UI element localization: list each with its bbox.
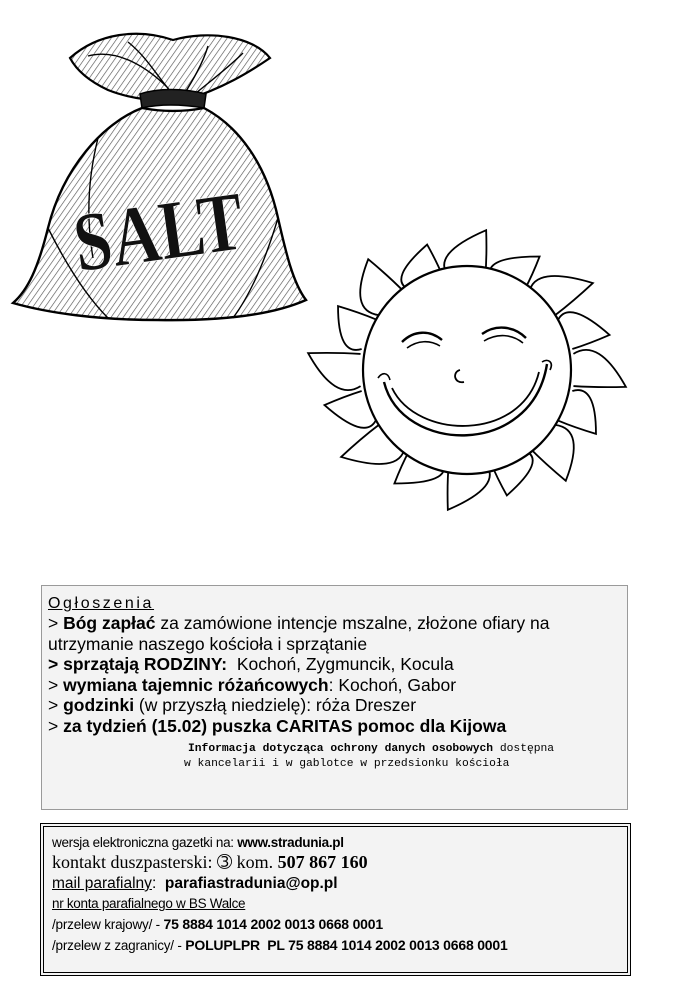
announcement-item bbox=[48, 654, 621, 675]
announcement-bold: > sprzątają RODZINY: bbox=[48, 654, 228, 674]
web-url-link[interactable]: www.stradunia.pl bbox=[237, 835, 344, 850]
announcement-text: (w przyszłą niedzielę): róża Dreszer bbox=[134, 695, 417, 715]
announcements-title: Ogłoszenia bbox=[48, 595, 155, 612]
salt-bag-illustration bbox=[8, 28, 308, 328]
announcement-text: za zamówione intencje mszalne, złożone ofiary na utrzymanie naszego kościoła i sprzątanie bbox=[48, 613, 550, 654]
pastoral-contact-line bbox=[52, 852, 620, 873]
announcement-prefix: > bbox=[48, 695, 64, 715]
announcement-bold: wymiana tajemnic różańcowych bbox=[63, 674, 329, 695]
announcement-bold: Bóg zapłać bbox=[63, 613, 156, 633]
phone-icon: ➂ bbox=[216, 852, 233, 872]
foreign-transfer-line bbox=[52, 935, 620, 956]
domestic-transfer-line bbox=[52, 914, 620, 935]
phone-prefix: kom. bbox=[232, 852, 278, 872]
announcement-item bbox=[48, 613, 621, 654]
web-version-line bbox=[52, 834, 620, 852]
sun-ray bbox=[573, 350, 625, 387]
parish-mail-link[interactable]: parafiastradunia@op.pl bbox=[164, 875, 338, 892]
sun-ray bbox=[308, 353, 360, 390]
announcement-prefix: > bbox=[48, 674, 64, 695]
announcement-bold: za tydzień (15.02) puszka CARITAS pomoc dla Kijowa bbox=[63, 715, 507, 736]
web-version-label: wersja elektroniczna gazetki na: bbox=[52, 835, 238, 850]
announcement-text: Kochoń, Zygmuncik, Kocula bbox=[227, 654, 454, 674]
announcement-item bbox=[48, 675, 621, 696]
bank-account-label: nr konta parafialnego w BS Walce bbox=[52, 896, 246, 911]
announcement-prefix: > bbox=[48, 613, 64, 633]
announcement-item bbox=[48, 695, 621, 716]
announcement-prefix: > bbox=[48, 715, 64, 736]
privacy-notice bbox=[48, 742, 621, 772]
announcements-box bbox=[41, 585, 628, 810]
announcement-bold: godzinki bbox=[63, 695, 135, 715]
privacy-notice-bold: Informacja dotycząca ochrony danych osobowych bbox=[188, 743, 494, 755]
parish-mail-line bbox=[52, 873, 620, 894]
privacy-notice-text: dostępna bbox=[493, 743, 555, 755]
parish-mail-separator: : bbox=[151, 875, 165, 892]
pastoral-contact-label: kontakt duszpasterski: bbox=[52, 852, 217, 872]
domestic-account-number: 75 8884 1014 2002 0013 0668 0001 bbox=[163, 916, 383, 932]
phone-number[interactable]: 507 867 160 bbox=[277, 852, 368, 872]
privacy-notice-line2: w kancelarii i w gablotce w przedsionku kościoła bbox=[184, 758, 510, 770]
contact-box bbox=[40, 823, 631, 976]
smiling-sun-illustration bbox=[292, 222, 642, 527]
salt-bag-label: SALT bbox=[67, 168, 291, 291]
announcement-text: : Kochoń, Gabor bbox=[328, 674, 457, 695]
domestic-transfer-label: /przelew krajowy/ - bbox=[52, 917, 164, 932]
foreign-account-number: POLUPLPR PL 75 8884 1014 2002 0013 0668 0001 bbox=[185, 937, 508, 953]
foreign-transfer-label: /przelew z zagranicy/ - bbox=[52, 938, 186, 953]
announcement-item bbox=[48, 716, 621, 737]
parish-mail-label: mail parafialny bbox=[52, 875, 152, 892]
